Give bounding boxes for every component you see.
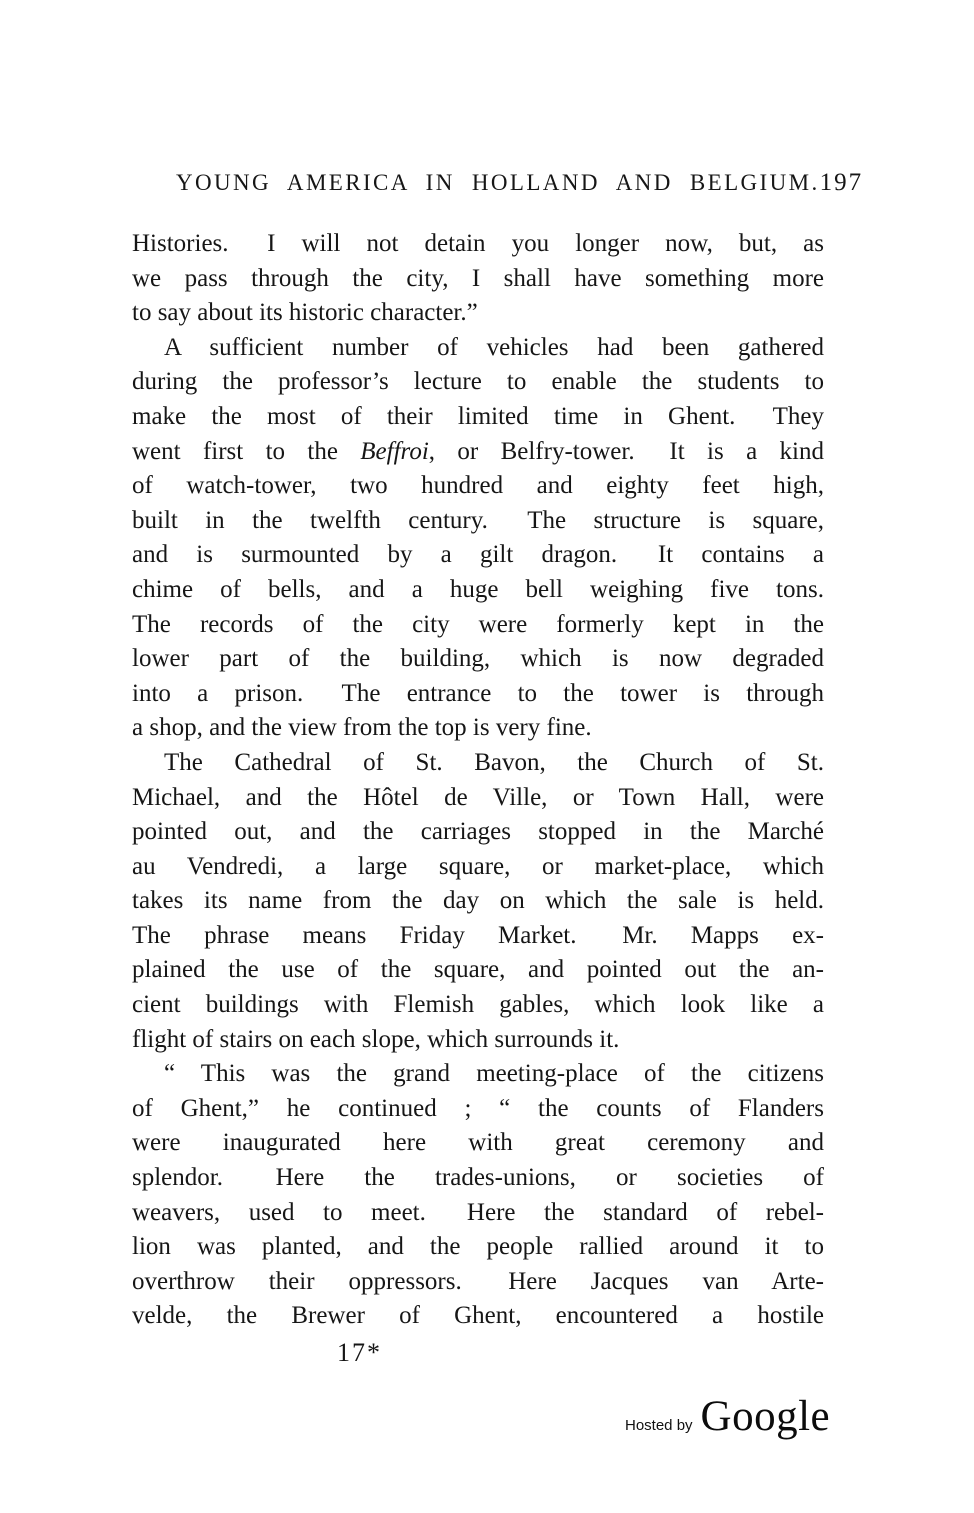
text-line: pointed out, and the carriages stopped in the Marché bbox=[132, 818, 824, 846]
text-line: during the professor’s lecture to enable the students to bbox=[132, 368, 824, 396]
text-segment: , or Belfry-tower. It is a kind bbox=[428, 437, 824, 465]
text-line: and is surmounted by a gilt dragon. It contains a bbox=[132, 541, 824, 569]
text-line: a shop, and the view from the top is very fine. bbox=[132, 714, 592, 742]
text-line: lower part of the building, which is now degraded bbox=[132, 645, 824, 673]
text-line: Histories. I will not detain you longer now, but, as bbox=[132, 230, 824, 257]
page-number: 197 bbox=[819, 169, 864, 196]
text-line: The Cathedral of St. Bavon, the Church of St. bbox=[164, 748, 824, 776]
text-line: A sufficient number of vehicles had been gathered bbox=[164, 333, 824, 361]
signature-mark: 17* bbox=[337, 1338, 382, 1367]
text-line: to say about its historic character.” bbox=[132, 299, 478, 327]
text-line: plained the use of the square, and pointed out the an- bbox=[132, 956, 824, 984]
google-logo: Google bbox=[700, 1393, 831, 1440]
text-line: velde, the Brewer of Ghent, encountered a hostile bbox=[132, 1302, 824, 1330]
text-line: Michael, and the Hôtel de Ville, or Town Hall, were bbox=[132, 783, 824, 811]
italic-term: Beffroi bbox=[360, 437, 429, 465]
text-line bbox=[132, 435, 824, 470]
paragraph bbox=[132, 746, 824, 1057]
text-line: weavers, used to meet. Here the standard of rebel- bbox=[132, 1198, 824, 1226]
text-line: make the most of their limited time in Ghent. They bbox=[132, 402, 824, 430]
paragraph bbox=[132, 227, 824, 331]
text-line: chime of bells, and a huge bell weighing five tons. bbox=[132, 575, 824, 603]
text-segment: went first to the bbox=[132, 437, 361, 465]
paragraph bbox=[132, 1057, 824, 1334]
text-line: flight of stairs on each slope, which surrounds it. bbox=[132, 1025, 620, 1053]
hosted-by-label: Hosted by bbox=[625, 1417, 693, 1434]
text-line: “ This was the grand meeting-place of the citizens bbox=[164, 1060, 824, 1088]
text-line: takes its name from the day on which the sale is held. bbox=[132, 887, 824, 915]
text-line: cient buildings with Flemish gables, which look like a bbox=[132, 991, 824, 1019]
text-line: splendor. Here the trades-unions, or societies of bbox=[132, 1164, 824, 1192]
text-line: The phrase means Friday Market. Mr. Mapps ex- bbox=[132, 921, 824, 949]
text-line: overthrow their oppressors. Here Jacques van Arte- bbox=[132, 1267, 824, 1295]
body-text bbox=[132, 227, 824, 1334]
text-line: of watch-tower, two hundred and eighty feet high, bbox=[132, 472, 824, 500]
text-line: into a prison. The entrance to the tower is through bbox=[132, 679, 824, 707]
text-line: we pass through the city, I shall have something more bbox=[132, 264, 824, 292]
google-books-watermark bbox=[625, 1392, 830, 1441]
text-line: of Ghent,” he continued ; “ the counts of Flanders bbox=[132, 1094, 824, 1122]
running-title: YOUNG AMERICA IN HOLLAND AND BELGIUM. bbox=[176, 170, 820, 195]
text-line: The records of the city were formerly kept in the bbox=[132, 610, 824, 638]
text-line: were inaugurated here with great ceremony and bbox=[132, 1129, 824, 1157]
text-line: au Vendredi, a large square, or market-place, which bbox=[132, 852, 824, 880]
text-line: lion was planted, and the people rallied around it to bbox=[132, 1233, 824, 1261]
text-line: built in the twelfth century. The structure is square, bbox=[132, 506, 824, 534]
page-header bbox=[176, 169, 864, 197]
paragraph bbox=[132, 331, 824, 746]
